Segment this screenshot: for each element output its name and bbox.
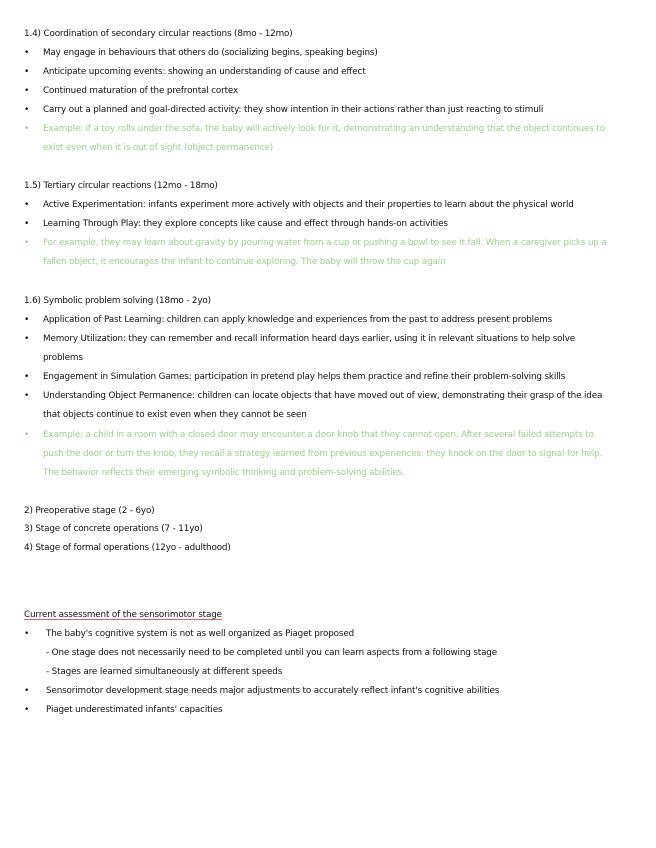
section-heading-1-6: 1.6) Symbolic problem solving (18mo - 2yo) — [24, 296, 211, 306]
example-text-continued: fallen object, it encourages the infant to continue exploring. The baby will throw the cup again — [43, 257, 446, 267]
stage-heading-4: 4) Stage of formal operations (12yo - adulthood) — [24, 543, 231, 553]
list-item-text: May engage in behaviours that others do (socializing begins, speaking begins) — [43, 48, 378, 58]
list-item-text: Active Experimentation: infants experiment more actively with objects and their properties to learn about the physical world — [43, 200, 574, 210]
bullet-icon: • — [24, 334, 30, 344]
list-item-text: Understanding Object Permanence: children can locate objects that have moved out of view, demonstrating their grasp of the idea — [43, 391, 603, 401]
list-item-text: Memory Utilization: they can remember and recall information heard days earlier, using it in relevant situations to help solve — [43, 334, 576, 344]
bullet-icon: • — [24, 124, 30, 134]
bullet-icon: • — [24, 238, 30, 248]
bullet-icon: • — [24, 430, 30, 440]
list-item-text: Piaget underestimated infants' capacities — [46, 705, 223, 715]
bullet-icon: • — [24, 200, 30, 210]
stage-heading-3: 3) Stage of concrete operations (7 - 11yo) — [24, 524, 203, 534]
list-item-text: Engagement in Simulation Games: participation in pretend play helps them practice and refine their problem-solving skills — [43, 372, 566, 382]
bullet-icon: • — [24, 315, 30, 325]
list-item-text: Application of Past Learning: children can apply knowledge and experiences from the past to address present problems — [43, 315, 553, 325]
example-text-continued: exist even when it is out of sight (object permanence) — [43, 143, 274, 153]
bullet-icon: • — [24, 372, 30, 382]
stage-heading-2: 2) Preoperative stage (2 - 6yo) — [24, 506, 155, 516]
list-item-text: Learning Through Play: they explore concepts like cause and effect through hands-on activities — [43, 219, 448, 229]
list-item-text: Anticipate upcoming events: showing an understanding of cause and effect — [43, 67, 366, 77]
bullet-icon: • — [24, 629, 30, 639]
example-text: For example, they may learn about gravity by pouring water from a cup or pushing a bowl to see it fall. When a caregiver picks up a — [43, 238, 607, 248]
bullet-icon: • — [24, 391, 30, 401]
bullet-icon: • — [24, 67, 30, 77]
list-item-text: The baby's cognitive system is not as well organized as Piaget proposed — [46, 629, 355, 639]
example-text: Example: if a toy rolls under the sofa, the baby will actively look for it, demonstrating an understanding that the object continues to — [43, 124, 605, 134]
example-text-continued: The behavior reflects their emerging symbolic thinking and problem-solving abilities. — [43, 468, 405, 478]
example-text-continued: push the door or turn the knob, they recall a strategy learned from previous experiences: they knock on the door to signal for help. — [43, 449, 603, 459]
bullet-icon: • — [24, 686, 30, 696]
section-heading-1-5: 1.5) Tertiary circular reactions (12mo - 18mo) — [24, 181, 218, 191]
list-item-text: Continued maturation of the prefrontal cortex — [43, 86, 239, 96]
example-text: Example: a child in a room with a closed door may encounter a door knob that they cannot open. After several failed attempts to — [43, 430, 594, 440]
sub-item-text: - Stages are learned simultaneously at different speeds — [46, 667, 283, 677]
bullet-icon: • — [24, 219, 30, 229]
bullet-icon: • — [24, 705, 30, 715]
bullet-icon: • — [24, 48, 30, 58]
sub-item-text: - One stage does not necessarily need to be completed until you can learn aspects from a following stage — [46, 648, 498, 658]
list-item-text: Sensorimotor development stage needs major adjustments to accurately reflect infant's cognitive abilities — [46, 686, 500, 696]
assessment-heading: Current assessment of the sensorimotor stage — [24, 610, 222, 620]
list-item-text: Carry out a planned and goal-directed activity: they show intention in their actions rather than just reacting to stimuli — [43, 105, 544, 115]
list-item-text-continued: problems — [43, 353, 83, 363]
section-heading-1-4: 1.4) Coordination of secondary circular reactions (8mo - 12mo) — [24, 29, 293, 39]
list-item-text-continued: that objects continue to exist even when they cannot be seen — [43, 410, 307, 420]
bullet-icon: • — [24, 105, 30, 115]
bullet-icon: • — [24, 86, 30, 96]
